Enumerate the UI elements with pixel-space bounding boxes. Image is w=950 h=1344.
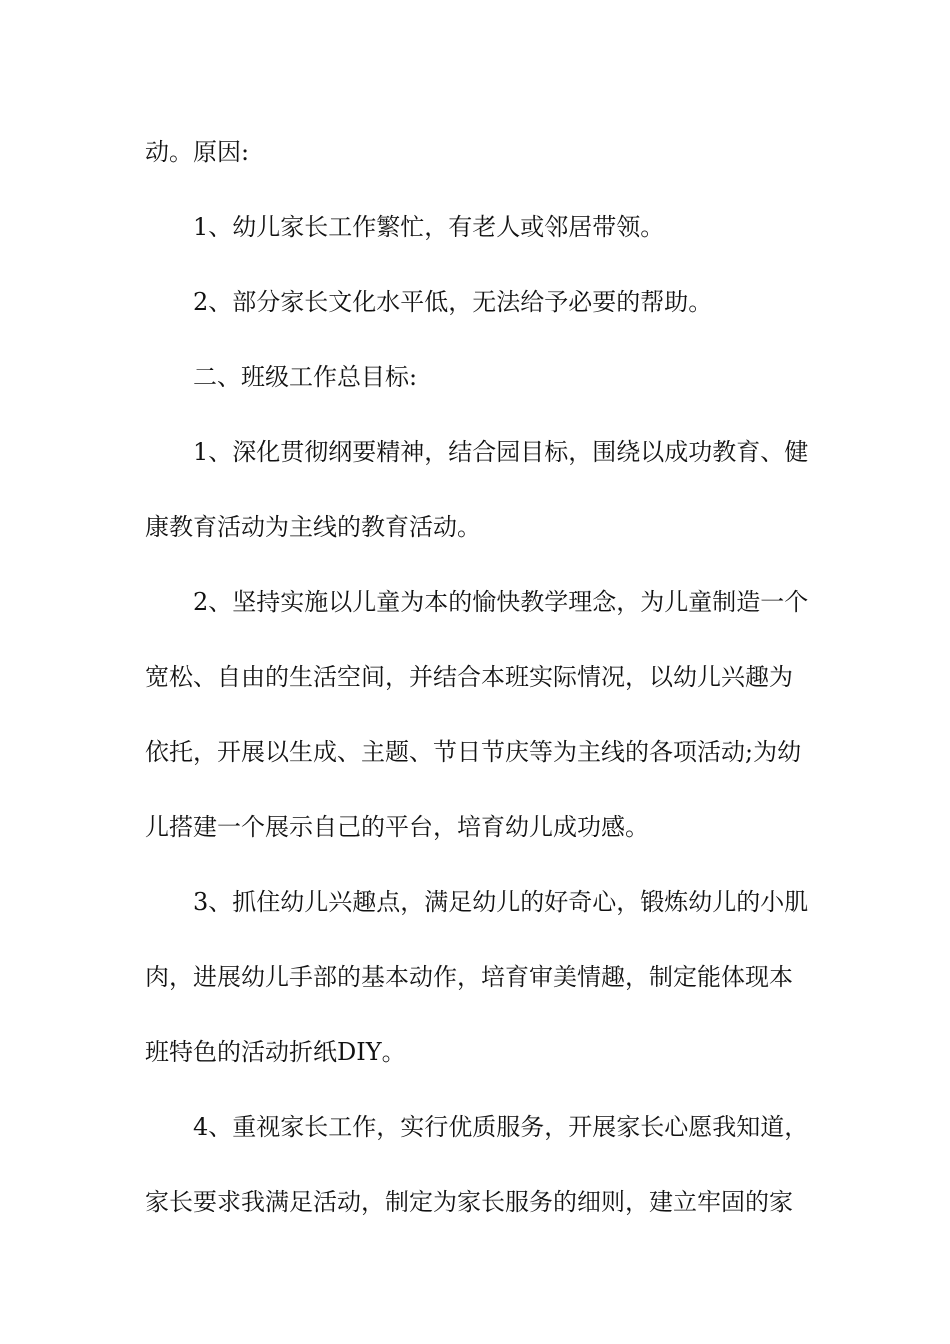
paragraph-line: 依托，开展以生成、主题、节日节庆等为主线的各项活动;为幼 <box>145 738 802 766</box>
paragraph-line: 儿搭建一个展示自己的平台，培育幼儿成功感。 <box>145 813 649 841</box>
paragraph-line: 肉，进展幼儿手部的基本动作，培育审美情趣，制定能体现本 <box>145 963 793 991</box>
paragraph-line: 2、坚持实施以儿童为本的愉快教学理念，为儿童制造一个 <box>193 588 809 616</box>
paragraph-line: 4、重视家长工作，实行优质服务，开展家长心愿我知道， <box>193 1113 809 1141</box>
paragraph-line: 动。原因: <box>145 138 250 166</box>
paragraph-line: 1、深化贯彻纲要精神，结合园目标，围绕以成功教育、健 <box>193 438 809 466</box>
paragraph-line: 康教育活动为主线的教育活动。 <box>145 513 481 541</box>
paragraph-line: 2、部分家长文化水平低，无法给予必要的帮助。 <box>193 288 713 316</box>
paragraph-line: 家长要求我满足活动，制定为家长服务的细则，建立牢固的家 <box>145 1188 793 1216</box>
paragraph-line: 宽松、自由的生活空间，并结合本班实际情况，以幼儿兴趣为 <box>145 663 793 691</box>
paragraph-line: 班特色的活动折纸DIY。 <box>145 1038 406 1066</box>
paragraph-line: 3、抓住幼儿兴趣点，满足幼儿的好奇心，锻炼幼儿的小肌 <box>193 888 809 916</box>
section-heading: 二、班级工作总目标: <box>193 363 418 391</box>
paragraph-line: 1、幼儿家长工作繁忙，有老人或邻居带领。 <box>193 213 665 241</box>
